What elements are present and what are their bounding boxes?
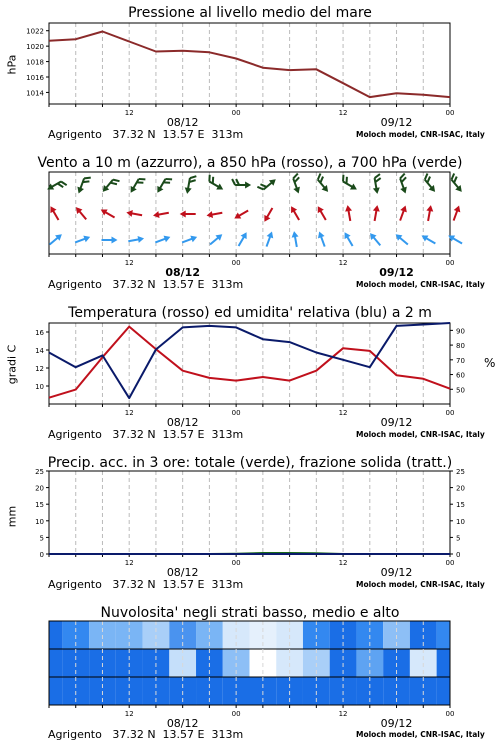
- y-tick-label: 14: [35, 347, 44, 355]
- x-tick-label: 12: [338, 109, 348, 117]
- cloud-cell: [437, 677, 450, 705]
- y-tick-label-right: 25: [456, 468, 465, 476]
- y-tick-label-right: 15: [456, 501, 465, 510]
- credit-line: Moloch model, CNR-ISAC, Italy: [356, 130, 485, 139]
- credit-line: Moloch model, CNR-ISAC, Italy: [356, 580, 485, 589]
- y-tick-label: 10: [35, 383, 44, 391]
- x-tick-label: 12: [338, 409, 348, 417]
- x-tick-label: 12: [124, 710, 134, 718]
- y-tick-label-right: 50: [456, 386, 465, 395]
- precipitation-title: Precip. acc. in 3 ore: totale (verde), frazione solida (tratt.): [47, 455, 453, 471]
- pressure-title: Pressione al livello medio del mare: [128, 5, 372, 21]
- credit-line: Moloch model, CNR-ISAC, Italy: [356, 730, 485, 739]
- x-tick-label: 12: [124, 559, 134, 567]
- location-line: Agrigento 37.32 N 13.57 E 313m: [48, 128, 244, 141]
- date-label: 09/12: [380, 116, 413, 129]
- barb-head: [454, 204, 463, 212]
- temperature-ylabel: gradi C: [5, 344, 19, 385]
- y-tick-label: 0: [39, 551, 44, 559]
- x-tick-label: 12: [124, 409, 134, 417]
- cloud-cell: [437, 649, 450, 677]
- x-tick-label: 00: [231, 710, 241, 718]
- x-tick-label: 12: [338, 710, 348, 718]
- y-tick-label-right: 5: [456, 534, 461, 543]
- x-tick-label: 12: [338, 259, 348, 267]
- y-tick-label: 15: [35, 501, 44, 510]
- y-tick-label: 16: [35, 329, 44, 337]
- y-tick-label: 1016: [26, 74, 44, 82]
- cloud-cell: [49, 677, 62, 705]
- wind-title: Vento a 10 m (azzurro), a 850 hPa (rosso), a 700 hPa (verde): [37, 155, 463, 171]
- cloud-panel: [0, 600, 500, 750]
- y-tick-label-right: 90: [456, 327, 465, 336]
- credit-line: Moloch model, CNR-ISAC, Italy: [356, 430, 485, 439]
- y-tick-label-right: 70: [456, 356, 465, 365]
- date-label: 09/12: [380, 416, 413, 429]
- x-tick-label: 12: [124, 109, 134, 117]
- precipitation-panel: [0, 450, 500, 600]
- wind-barb: [450, 204, 462, 221]
- location-line: Agrigento 37.32 N 13.57 E 313m: [48, 428, 244, 441]
- x-tick-label: 00: [231, 109, 241, 117]
- plot-area: [49, 471, 450, 554]
- x-tick-label: 00: [231, 409, 241, 417]
- cloud-cell: [49, 621, 62, 649]
- y-tick-label: 12: [35, 365, 44, 373]
- date-label: 08/12: [166, 116, 199, 129]
- x-tick-label: 00: [445, 409, 455, 417]
- y-tick-label: 1014: [26, 89, 44, 98]
- humidity-ylabel: %: [484, 356, 496, 370]
- date-label: 08/12: [166, 566, 199, 579]
- y-tick-label-right: 0: [456, 551, 461, 559]
- y-tick-label: 1020: [26, 43, 44, 52]
- y-tick-label-right: 20: [456, 484, 465, 493]
- temperature-panel: [0, 300, 500, 450]
- y-tick-label: 1018: [26, 58, 44, 67]
- location-line: Agrigento 37.32 N 13.57 E 313m: [48, 278, 244, 291]
- cloud-title: Nuvolosita' negli strati basso, medio e alto: [100, 605, 400, 621]
- y-tick-label-right: 60: [456, 371, 465, 380]
- cloud-cell: [49, 649, 62, 677]
- cloud-cell: [437, 621, 450, 649]
- x-tick-label: 12: [338, 559, 348, 567]
- y-tick-label: 1022: [26, 27, 44, 36]
- credit-line: Moloch model, CNR-ISAC, Italy: [356, 280, 485, 289]
- y-tick-label: 25: [35, 468, 44, 476]
- x-tick-label: 00: [445, 109, 455, 117]
- location-line: Agrigento 37.32 N 13.57 E 313m: [48, 728, 244, 741]
- date-label: 09/12: [380, 566, 413, 579]
- y-tick-label: 5: [39, 534, 44, 543]
- y-tick-label-right: 10: [456, 517, 465, 526]
- date-label: 09/12: [379, 266, 414, 279]
- precipitation-ylabel: mm: [5, 505, 19, 528]
- date-label: 08/12: [166, 717, 199, 730]
- y-tick-label-right: 80: [456, 342, 465, 351]
- date-label: 08/12: [166, 416, 199, 429]
- date-label: 09/12: [380, 717, 413, 730]
- x-tick-label: 12: [124, 259, 134, 267]
- y-tick-label: 10: [35, 517, 44, 526]
- pressure-panel: [0, 0, 500, 150]
- pressure-ylabel: hPa: [5, 54, 19, 75]
- date-label: 08/12: [165, 266, 200, 279]
- y-tick-label: 20: [35, 484, 44, 493]
- x-tick-label: 00: [445, 259, 455, 267]
- x-tick-label: 00: [231, 559, 241, 567]
- temperature-title: Temperatura (rosso) ed umidita' relativa (blu) a 2 m: [68, 305, 432, 321]
- x-tick-label: 00: [231, 259, 241, 267]
- x-tick-label: 00: [445, 559, 455, 567]
- wind-panel: [0, 150, 500, 300]
- location-line: Agrigento 37.32 N 13.57 E 313m: [48, 578, 244, 591]
- x-tick-label: 00: [445, 710, 455, 718]
